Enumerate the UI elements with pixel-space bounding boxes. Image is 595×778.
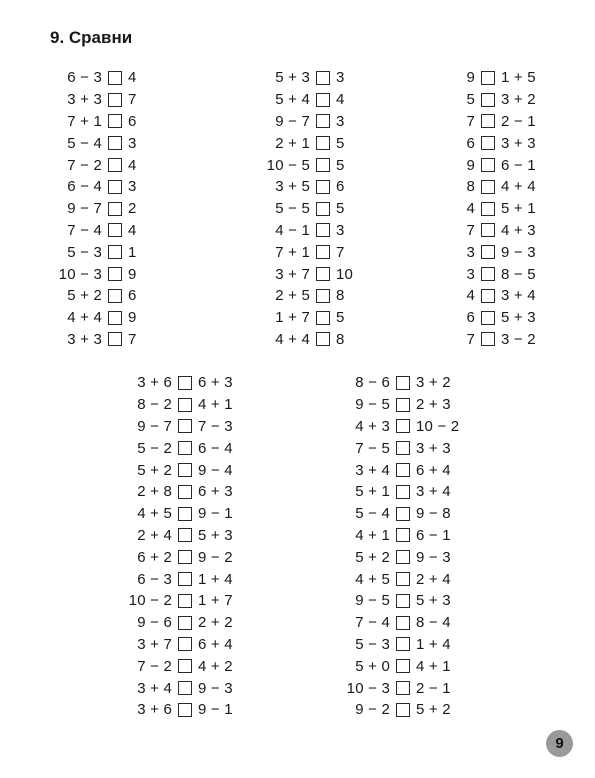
answer-box[interactable] (108, 136, 122, 150)
comparison-row (330, 590, 486, 612)
left-expression: 8 − 2 (137, 396, 172, 414)
right-expression: 3 (128, 134, 137, 152)
comparison-row (250, 241, 366, 263)
left-expression: 7 − 4 (67, 221, 102, 239)
answer-box[interactable] (178, 659, 192, 673)
right-expression: 6 + 4 (198, 635, 233, 653)
comparison-row (330, 459, 486, 481)
comparison-row (250, 285, 366, 307)
answer-box[interactable] (178, 594, 192, 608)
comparison-row (40, 89, 158, 111)
right-expression: 2 (128, 200, 137, 218)
left-expression: 6 + 2 (137, 548, 172, 566)
right-expression: 10 (336, 265, 354, 283)
comparison-row (110, 677, 258, 699)
left-expression: 5 − 5 (275, 200, 310, 218)
left-expression: 9 − 7 (275, 112, 310, 130)
right-expression: 7 (336, 243, 345, 261)
right-expression: 4 (128, 69, 137, 87)
left-expression: 6 (466, 134, 475, 152)
comparison-row (110, 634, 258, 656)
comparison-row (40, 198, 158, 220)
comparison-row (40, 285, 158, 307)
comparison-row (110, 372, 258, 394)
left-expression: 7 (466, 112, 475, 130)
answer-box[interactable] (108, 93, 122, 107)
left-expression: 4 + 1 (355, 526, 390, 544)
right-expression: 9 (128, 265, 137, 283)
right-expression: 5 (336, 134, 345, 152)
left-expression: 6 − 4 (67, 178, 102, 196)
answer-box[interactable] (396, 528, 410, 542)
right-expression: 4 + 1 (198, 396, 233, 414)
comparison-row (455, 67, 561, 89)
right-expression: 8 − 5 (501, 265, 536, 283)
comparison-row (110, 699, 258, 721)
left-expression: 2 + 4 (137, 526, 172, 544)
right-expression: 1 + 4 (416, 635, 451, 653)
left-expression: 5 + 0 (355, 657, 390, 675)
left-expression: 5 (466, 91, 475, 109)
left-expression: 4 + 5 (137, 505, 172, 523)
answer-box[interactable] (396, 441, 410, 455)
comparison-row (455, 198, 561, 220)
right-expression: 1 + 4 (198, 570, 233, 588)
comparison-row (330, 655, 486, 677)
right-expression: 5 (336, 156, 345, 174)
answer-box[interactable] (108, 158, 122, 172)
answer-box[interactable] (316, 93, 330, 107)
left-expression: 6 − 3 (67, 69, 102, 87)
answer-box[interactable] (316, 71, 330, 85)
right-expression: 6 (128, 287, 137, 305)
left-expression: 9 − 5 (355, 396, 390, 414)
right-expression: 8 − 4 (416, 614, 451, 632)
right-expression: 5 + 3 (198, 526, 233, 544)
left-expression: 10 − 2 (128, 592, 172, 610)
left-expression: 4 − 1 (275, 221, 310, 239)
comparison-row (250, 111, 366, 133)
right-expression: 7 (128, 330, 137, 348)
right-expression: 5 (336, 200, 345, 218)
right-expression: 6 (128, 112, 137, 130)
comparison-row (40, 263, 158, 285)
right-expression: 4 + 3 (501, 221, 536, 239)
right-expression: 3 + 2 (416, 374, 451, 392)
left-expression: 3 + 6 (137, 701, 172, 719)
answer-box[interactable] (481, 114, 495, 128)
right-expression: 2 + 4 (416, 570, 451, 588)
comparison-row (40, 307, 158, 329)
comparison-row (455, 154, 561, 176)
left-expression: 3 + 4 (355, 461, 390, 479)
answer-box[interactable] (481, 245, 495, 259)
right-expression: 9 − 3 (416, 548, 451, 566)
answer-box[interactable] (481, 332, 495, 346)
right-expression: 2 − 1 (501, 112, 536, 130)
answer-box[interactable] (178, 376, 192, 390)
comparison-column-4 (110, 372, 258, 721)
comparison-row (330, 634, 486, 656)
comparison-column-2 (250, 67, 366, 350)
left-expression: 9 − 2 (355, 701, 390, 719)
left-expression: 5 − 2 (137, 439, 172, 457)
answer-box[interactable] (396, 419, 410, 433)
left-expression: 3 + 7 (275, 265, 310, 283)
answer-box[interactable] (316, 114, 330, 128)
right-expression: 1 + 5 (501, 69, 536, 87)
left-expression: 3 + 5 (275, 178, 310, 196)
left-expression: 9 (466, 156, 475, 174)
answer-box[interactable] (178, 398, 192, 412)
comparison-column-1 (40, 67, 158, 350)
right-expression: 3 (336, 221, 345, 239)
answer-box[interactable] (481, 71, 495, 85)
comparison-row (330, 568, 486, 590)
answer-box[interactable] (316, 311, 330, 325)
comparison-row (40, 67, 158, 89)
right-expression: 10 − 2 (416, 417, 460, 435)
comparison-row (455, 176, 561, 198)
comparison-row (330, 612, 486, 634)
left-expression: 3 + 4 (137, 679, 172, 697)
left-expression: 5 + 4 (275, 91, 310, 109)
left-expression: 3 + 7 (137, 635, 172, 653)
right-expression: 4 + 2 (198, 657, 233, 675)
right-expression: 4 (128, 156, 137, 174)
answer-box[interactable] (396, 637, 410, 651)
left-expression: 9 − 6 (137, 614, 172, 632)
comparison-row (455, 111, 561, 133)
left-expression: 3 + 6 (137, 374, 172, 392)
answer-box[interactable] (178, 463, 192, 477)
left-expression: 6 (466, 309, 475, 327)
left-expression: 7 − 2 (67, 156, 102, 174)
comparison-row (250, 329, 366, 351)
right-expression: 9 (128, 309, 137, 327)
answer-box[interactable] (316, 180, 330, 194)
right-expression: 7 (128, 91, 137, 109)
answer-box[interactable] (108, 114, 122, 128)
right-expression: 3 + 2 (501, 91, 536, 109)
comparison-row (250, 132, 366, 154)
left-expression: 3 (466, 265, 475, 283)
comparison-row (330, 525, 486, 547)
answer-box[interactable] (108, 202, 122, 216)
answer-box[interactable] (396, 616, 410, 630)
left-expression: 5 − 3 (67, 243, 102, 261)
right-expression: 6 − 1 (416, 526, 451, 544)
comparison-row (110, 437, 258, 459)
answer-box[interactable] (481, 267, 495, 281)
comparison-row (110, 546, 258, 568)
comparison-row (110, 459, 258, 481)
answer-box[interactable] (108, 223, 122, 237)
left-expression: 10 − 3 (58, 265, 102, 283)
left-expression: 8 − 6 (355, 374, 390, 392)
left-expression: 4 + 4 (275, 330, 310, 348)
left-expression: 3 + 3 (67, 91, 102, 109)
answer-box[interactable] (178, 681, 192, 695)
comparison-row (250, 67, 366, 89)
answer-box[interactable] (481, 136, 495, 150)
answer-box[interactable] (178, 572, 192, 586)
comparison-row (250, 176, 366, 198)
right-expression: 2 + 3 (416, 396, 451, 414)
comparison-row (455, 285, 561, 307)
comparison-row (455, 307, 561, 329)
right-expression: 4 + 1 (416, 657, 451, 675)
left-expression: 5 + 2 (67, 287, 102, 305)
right-expression: 3 + 4 (501, 287, 536, 305)
right-expression: 9 − 8 (416, 505, 451, 523)
right-expression: 9 − 4 (198, 461, 233, 479)
left-expression: 10 − 5 (266, 156, 310, 174)
right-expression: 8 (336, 330, 345, 348)
comparison-row (455, 263, 561, 285)
right-expression: 4 (128, 221, 137, 239)
left-expression: 4 + 3 (355, 417, 390, 435)
comparison-row (110, 525, 258, 547)
comparison-row (40, 241, 158, 263)
answer-box[interactable] (396, 659, 410, 673)
left-expression: 2 + 1 (275, 134, 310, 152)
right-expression: 3 (128, 178, 137, 196)
right-expression: 3 + 3 (416, 439, 451, 457)
left-expression: 2 + 5 (275, 287, 310, 305)
answer-box[interactable] (108, 71, 122, 85)
left-expression: 4 + 5 (355, 570, 390, 588)
comparison-row (455, 220, 561, 242)
left-expression: 5 − 3 (355, 635, 390, 653)
answer-box[interactable] (396, 463, 410, 477)
right-expression: 6 − 1 (501, 156, 536, 174)
answer-box[interactable] (178, 419, 192, 433)
right-expression: 7 − 3 (198, 417, 233, 435)
answer-box[interactable] (108, 332, 122, 346)
left-expression: 5 + 3 (275, 69, 310, 87)
answer-box[interactable] (178, 550, 192, 564)
right-expression: 6 − 4 (198, 439, 233, 457)
right-expression: 2 + 2 (198, 614, 233, 632)
left-expression: 4 (466, 200, 475, 218)
answer-box[interactable] (396, 572, 410, 586)
answer-box[interactable] (316, 223, 330, 237)
answer-box[interactable] (481, 158, 495, 172)
left-expression: 10 − 3 (346, 679, 390, 697)
left-expression: 8 (466, 178, 475, 196)
answer-box[interactable] (178, 528, 192, 542)
answer-box[interactable] (396, 507, 410, 521)
answer-box[interactable] (396, 703, 410, 717)
comparison-row (110, 503, 258, 525)
comparison-row (330, 677, 486, 699)
comparison-row (250, 154, 366, 176)
right-expression: 5 + 1 (501, 200, 536, 218)
left-expression: 7 − 5 (355, 439, 390, 457)
comparison-row (40, 132, 158, 154)
answer-box[interactable] (316, 202, 330, 216)
right-expression: 4 (336, 91, 345, 109)
answer-box[interactable] (396, 681, 410, 695)
left-expression: 9 − 7 (137, 417, 172, 435)
left-expression: 7 + 1 (67, 112, 102, 130)
comparison-row (110, 481, 258, 503)
left-expression: 5 + 2 (137, 461, 172, 479)
comparison-row (250, 220, 366, 242)
right-expression: 6 + 3 (198, 483, 233, 501)
comparison-row (330, 372, 486, 394)
comparison-row (110, 612, 258, 634)
left-expression: 7 − 2 (137, 657, 172, 675)
comparison-row (330, 503, 486, 525)
right-expression: 4 + 4 (501, 178, 536, 196)
page-number-badge: 9 (546, 730, 573, 757)
comparison-row (250, 89, 366, 111)
left-expression: 1 + 7 (275, 309, 310, 327)
comparison-row (330, 481, 486, 503)
answer-box[interactable] (108, 289, 122, 303)
answer-box[interactable] (481, 180, 495, 194)
answer-box[interactable] (178, 703, 192, 717)
comparison-row (110, 568, 258, 590)
comparison-row (40, 154, 158, 176)
comparison-column-5 (330, 372, 486, 721)
left-expression: 7 (466, 330, 475, 348)
comparison-row (110, 416, 258, 438)
comparison-row (330, 546, 486, 568)
comparison-row (110, 590, 258, 612)
right-expression: 5 + 3 (501, 309, 536, 327)
answer-box[interactable] (316, 136, 330, 150)
right-expression: 3 − 2 (501, 330, 536, 348)
left-expression: 7 − 4 (355, 614, 390, 632)
left-expression: 5 − 4 (67, 134, 102, 152)
left-expression: 9 − 5 (355, 592, 390, 610)
left-expression: 4 (466, 287, 475, 305)
answer-box[interactable] (316, 267, 330, 281)
left-expression: 2 + 8 (137, 483, 172, 501)
right-expression: 3 + 3 (501, 134, 536, 152)
comparison-row (330, 416, 486, 438)
answer-box[interactable] (481, 289, 495, 303)
comparison-row (455, 132, 561, 154)
answer-box[interactable] (178, 616, 192, 630)
left-expression: 5 − 4 (355, 505, 390, 523)
answer-box[interactable] (178, 485, 192, 499)
answer-box[interactable] (316, 289, 330, 303)
right-expression: 5 + 2 (416, 701, 451, 719)
right-expression: 6 + 3 (198, 374, 233, 392)
left-expression: 6 − 3 (137, 570, 172, 588)
answer-box[interactable] (396, 485, 410, 499)
right-expression: 1 + 7 (198, 592, 233, 610)
comparison-row (330, 394, 486, 416)
comparison-row (110, 394, 258, 416)
left-expression: 5 + 2 (355, 548, 390, 566)
right-expression: 9 − 1 (198, 701, 233, 719)
right-expression: 9 − 2 (198, 548, 233, 566)
answer-box[interactable] (108, 311, 122, 325)
right-expression: 1 (128, 243, 137, 261)
answer-box[interactable] (481, 93, 495, 107)
answer-box[interactable] (108, 245, 122, 259)
answer-box[interactable] (316, 332, 330, 346)
left-expression: 3 (466, 243, 475, 261)
right-expression: 6 (336, 178, 345, 196)
right-expression: 6 + 4 (416, 461, 451, 479)
right-expression: 9 − 3 (501, 243, 536, 261)
answer-box[interactable] (481, 223, 495, 237)
comparison-row (250, 263, 366, 285)
right-expression: 9 − 1 (198, 505, 233, 523)
right-expression: 8 (336, 287, 345, 305)
comparison-column-3 (455, 67, 561, 350)
comparison-row (455, 241, 561, 263)
answer-box[interactable] (108, 267, 122, 281)
left-expression: 9 − 7 (67, 200, 102, 218)
answer-box[interactable] (396, 550, 410, 564)
comparison-row (330, 437, 486, 459)
left-expression: 7 + 1 (275, 243, 310, 261)
answer-box[interactable] (396, 594, 410, 608)
comparison-row (455, 329, 561, 351)
answer-box[interactable] (178, 637, 192, 651)
comparison-row (330, 699, 486, 721)
left-expression: 7 (466, 221, 475, 239)
answer-box[interactable] (108, 180, 122, 194)
right-expression: 9 − 3 (198, 679, 233, 697)
answer-box[interactable] (396, 398, 410, 412)
comparison-row (250, 198, 366, 220)
comparison-row (455, 89, 561, 111)
comparison-row (40, 176, 158, 198)
right-expression: 5 (336, 309, 345, 327)
answer-box[interactable] (481, 311, 495, 325)
right-expression: 3 + 4 (416, 483, 451, 501)
comparison-row (40, 111, 158, 133)
right-expression: 3 (336, 112, 345, 130)
answer-box[interactable] (178, 441, 192, 455)
left-expression: 4 + 4 (67, 309, 102, 327)
answer-box[interactable] (481, 202, 495, 216)
right-expression: 5 + 3 (416, 592, 451, 610)
comparison-row (40, 329, 158, 351)
left-expression: 9 (466, 69, 475, 87)
answer-box[interactable] (316, 245, 330, 259)
comparison-row (40, 220, 158, 242)
answer-box[interactable] (396, 376, 410, 390)
left-expression: 3 + 3 (67, 330, 102, 348)
right-expression: 3 (336, 69, 345, 87)
answer-box[interactable] (316, 158, 330, 172)
comparison-row (110, 655, 258, 677)
exercise-title: 9. Сравни (50, 28, 133, 47)
left-expression: 5 + 1 (355, 483, 390, 501)
answer-box[interactable] (178, 507, 192, 521)
comparison-row (250, 307, 366, 329)
right-expression: 2 − 1 (416, 679, 451, 697)
